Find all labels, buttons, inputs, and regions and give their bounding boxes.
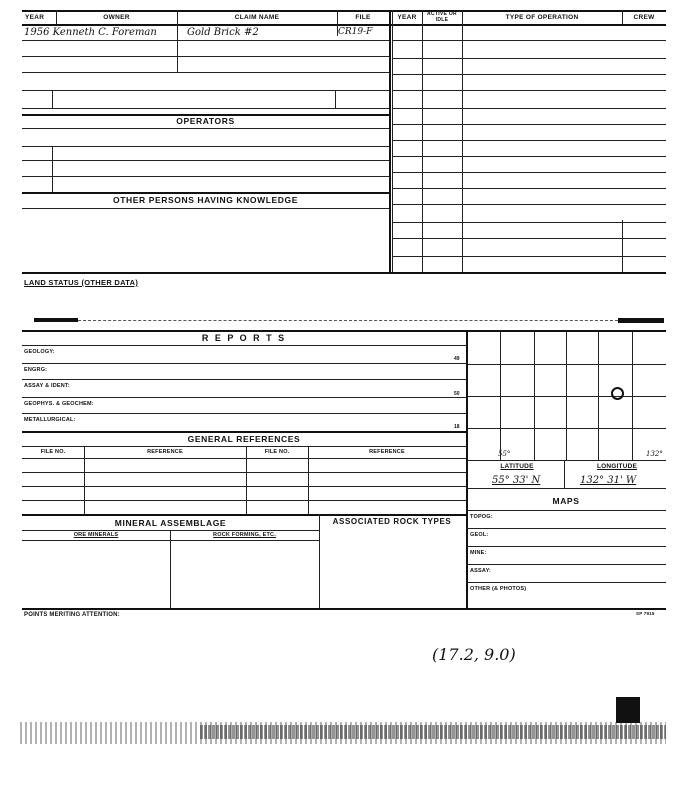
ore-minerals-header: ORE MINERALS [73, 532, 119, 538]
latitude-value: 55° 33' N [492, 475, 541, 486]
section-mineral-assemblage: MINERAL ASSEMBLAGE [114, 518, 227, 528]
header-type-of-operation: TYPE OF OPERATION [505, 14, 579, 21]
latitude-label: LATITUDE [500, 463, 534, 470]
map-geol: GEOL: [470, 532, 489, 538]
entry-claim-name: Gold Brick #2 [187, 27, 259, 38]
header-file: FILE [355, 14, 371, 21]
report-geophys: GEOPHYS. & GEOCHEM: [24, 401, 94, 407]
section-maps: MAPS [552, 496, 580, 506]
lon-corner-label: 132° [646, 450, 663, 458]
longitude-value: 132° 31' W [580, 475, 637, 486]
lat-corner-label: 55° [498, 450, 511, 458]
report-assay: ASSAY & IDENT: [24, 383, 70, 389]
header-active-idle: ACTIVE OR IDLE [427, 11, 457, 23]
scan-black-square [616, 697, 640, 723]
section-operators: OPERATORS [176, 116, 235, 126]
scan-noise-line [78, 320, 618, 321]
ref-reference-1: REFERENCE [147, 449, 183, 455]
report-engrg: ENGRG: [24, 367, 48, 373]
report-assay-num: 50 [454, 391, 460, 397]
report-metallurgical: METALLURGICAL: [24, 417, 76, 423]
header-year-2: YEAR [397, 14, 417, 21]
bottom-form [22, 330, 666, 608]
longitude-label: LONGITUDE [596, 463, 638, 470]
map-topog: TOPOG: [470, 514, 493, 520]
ref-file-no-2: FILE NO. [264, 449, 290, 455]
section-associated-rock-types: ASSOCIATED ROCK TYPES [332, 517, 452, 526]
points-meriting-attention: POINTS MERITING ATTENTION: [24, 612, 120, 618]
map-other: OTHER (& PHOTOS) [470, 586, 527, 592]
report-geology: GEOLOGY: [24, 349, 55, 355]
rock-forming-header: ROCK FORMING, ETC. [213, 532, 276, 538]
top-form [22, 10, 666, 272]
form-number: SP 7915 [636, 611, 655, 616]
claim-location-marker [611, 387, 624, 400]
report-metallurgical-num: 18 [454, 424, 460, 430]
ref-file-no-1: FILE NO. [40, 449, 66, 455]
entry-year-owner: 1956 Kenneth C. Foreman [24, 27, 157, 38]
ref-reference-2: REFERENCE [369, 449, 405, 455]
land-status-label: LAND STATUS (OTHER DATA) [24, 278, 139, 287]
section-reports: R E P O R T S [201, 333, 287, 343]
header-claim-name: CLAIM NAME [234, 14, 280, 21]
header-year: YEAR [25, 14, 45, 21]
section-other-persons: OTHER PERSONS HAVING KNOWLEDGE [112, 195, 299, 205]
location-grid [468, 332, 666, 460]
scan-noise-strip-dense [200, 725, 666, 739]
coordinates-note: (17.2, 9.0) [432, 645, 516, 664]
header-crew: CREW [633, 14, 655, 21]
map-mine: MINE: [470, 550, 487, 556]
scan-noise-bar-right [618, 318, 664, 323]
map-assay: ASSAY: [470, 568, 492, 574]
header-owner: OWNER [103, 14, 130, 21]
entry-file: CR19-F [338, 27, 373, 37]
report-geology-num: 49 [454, 356, 460, 362]
scan-noise-bar [34, 318, 78, 322]
section-general-references: GENERAL REFERENCES [187, 434, 301, 444]
